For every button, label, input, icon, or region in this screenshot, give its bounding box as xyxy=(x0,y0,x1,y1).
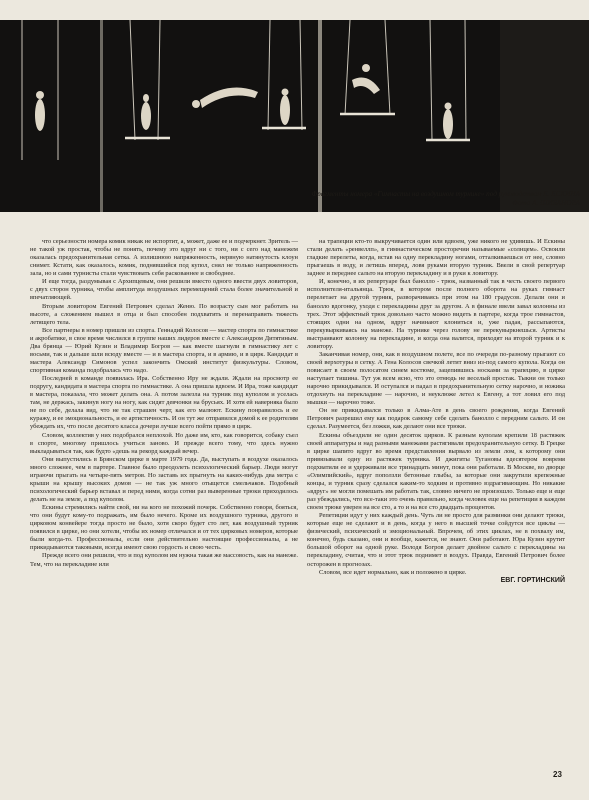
paragraph: И еще тогда, раздумывая с Архипцевым, они решили вместо одного ввести двух ловиторов, с двух сторон турника, чтобы амплитуда воздушных перемещений стала более значительной и впечатляющей. xyxy=(30,278,298,302)
paragraph: Ескины стремились найти свой, ни на кого не похожий почерк. Собственно говоря, бояться, что они будут кому-то подражать, им было нечего. Кроме их воздушного турника, другого в цирковом конвейере тогда просто не было, хотя скоро будет сто лет, как воздушный турник появился в цирке, но они хотели, чтобы их номер отличался и от тех цирковых номеров, которые были когда-то. Профессионалы, если они действительно настоящие профессионалы, а не прикидываются таковыми, всегда имеют свою гордость и свою честь. xyxy=(30,504,298,552)
paragraph: Репетиции идут у них каждый день. Чуть ли не просто для разминки они делают трюки, которые еще не сделают и в день, когда у него в высшей точке сойдутся все циклы — физический, психический и эмоциональный. Впрочем, об этих циклах, не в похвалу им, конечно, будь сказано, они и вообще, кажется, не знают. Они работают. Юра Кузин крутит большой оборот на одной руке. Володя Богров делает двойное сальто с перекладины на перекладину, считая, что и этот трюк поднимет в воздух. Правда, Евгений Петрович более осторожен в прогнозах. xyxy=(307,512,565,568)
page-number: 23 xyxy=(553,770,562,779)
author-signature: ЕВГ. ГОРТИНСКИЙ xyxy=(500,576,565,584)
paragraph: Он не прикидывался только в Алма-Ате в день своего рождения, когда Евгений Петрович разрешил ему как подарок самому себе сделать банолло с передним сальто. И он сделал. Разумеется, без ложки, как делают они все трюки. xyxy=(307,407,565,431)
paragraph: Заканчивая номер, они, как в воздушном полете, все по очереди по-разному прыгают со своей верхотуры в сетку. А Гена Колосов свечкой летит вниз из-под самого купола. Когда он повисает в своем полосатом синем костюме, зацепившись носками за трапецию, в цирке наступает тишина. Тут уж всем ясно, что это отнюдь не веселый простак. Тыкни он только нарочно прикидывался. И оступался и падал в предохранительную сетку нарочно, и ножика отдохнуть на перекладине — нарочно, и неуклюже летел к Евгену, а тот ловил его под мышки — нарочно тоже. xyxy=(307,350,565,407)
paragraph: Вторым ловитором Евгений Петрович сделал Женю. По возрасту сын мог работать на высоте, а сложением вышел в отца и был способен подхватить и перенаправить тяжесть летящего тела. xyxy=(30,302,298,326)
article-column-right xyxy=(307,238,565,585)
photo-caption xyxy=(200,190,580,208)
paragraph: Прежде всего они решили, что и под куполом им нужна такая же массовость, как на манеже. Тем, что на перекладине или xyxy=(30,552,298,568)
paragraph: Все партнеры в номер пришли из спорта. Геннадий Колосов — мастер спорта по гимнастике и акробатике, в свое время числился в группе наших лидеров вместе с Александром Дитятиным. Два брянца — Юрий Кузин и Владимир Богров — как вместе шагнули в гимнастику лет с восьми, так и дальше шли всюду вместе — и в мастера спорта, и в армию, и в цирк. Кандидат в мастера Александр Симонов успел закончить Омский институт физкультуры. Словом, спортивная команда подобралась что надо. xyxy=(30,326,298,374)
paragraph: Ескины объездили не один десяток цирков. К разным куполам крепили 18 растяжек своей аппаратуры и над разными манежами растягивали предохранительную сетку. В Грецке в цирке шапито вдруг во время представления вырвало из земли лом, к которому они привязывали одну из растяжек турника. И джигиты Тугановы вдесятером вовремя подхватили ее и удерживали все тринадцать минут, пока они работали. В Москве, во дворце «Олимпийский», вдруг поползли бетонные глыбы, за которые они закрутили крепежные концы, и турник сразу сделался каким-то ходким и противно вздрагивающим. Но никакие «вдруг» не могли помешать им работать так, словно ничего не произошло. Только еще и еще раз убеждались, что все-таки это очень правильно, когда человек еще на репетиции в каждом своем трюке уверен на все сто, а то и на все сто двадцать процентов. xyxy=(307,431,565,512)
paragraph: что серьезности номера комик никак не испортит, а, может, даже ее и подчеркнет. Зритель — не такой уж простак, чтобы не понять, почему это вдруг ни с того, ни с сего над манежем оказалась предохранительная сетка. А излишнюю напряженность, нервную натянутость клоун снимет. Кстати, как оказалось, комик, поднявшийся под купол, снял не только напряженность зала, но и сами турнисты стали чувствовать себя раскованнее и свободнее. xyxy=(30,238,298,278)
article-column-left xyxy=(30,238,298,569)
photo-credit: Фото А. ШИБАНОВА xyxy=(512,199,580,207)
paragraph: Словом, все идет нормально, как и положено в цирке. xyxy=(319,568,467,576)
trapeze-photographs xyxy=(0,20,589,212)
circus-photo-strip xyxy=(0,20,589,212)
paragraph: Последней в команде появилась Ира. Собственно Иру не ждали. Ждали на просмотр ее подругу, кандидата в мастера спорта по гимнастике. А она пришла вдвоем. И Ира, тоже кандидат в мастера, показала, что может делать она. А потом залезла на турник под куполом и уселась там, не держась, закинув ногу на ногу, как сидят девчонки на брусьях. И хотя ей наверняка было не по себе, делала вид, что не так страшен черт, как его малюют. Ескину понравилось и ее куражу, и ее эмоциональность, и ее артистичность. И он тут же отправился домой к ее родителям убеждать их, что после десятого класса дочери лучше всего пойти прямо в цирк. xyxy=(30,375,298,431)
caption-text: Фрагменты номера «Гимнасты на воздушном турнике» под руководством Е. ЕСКИНА xyxy=(311,190,580,198)
paragraph: Словом, коллектив у них подобрался неплохой. Но даже им, кто, как говорится, собаку съел в спорте, многому пришлось учиться заново. И прежде всего тому, что здесь нужно выкладываться так, как будто «дешь на рекорд каждый вечер. xyxy=(30,431,298,455)
paragraph: Они выпустились в Брянском цирке в марте 1979 года. Да, выступать в воздухе оказалось много сложнее, чем в партере. Главное было преодолеть психологический барьер. Люди могут играючи прыгать на четыре-пять метров. Но заставь их прыгнуть на каких-нибудь два метра с крыши на крышу высоких домов — не так уж много отыщется смельчаков. Подобный психологический барьер вставал и перед ними, когда сотни раз выверенные трюки приходилось делать не на земле, а под куполом. xyxy=(30,455,298,503)
paragraph: на трапеции кто-то выкручивается один или вдвоем, уже никого не удивишь. И Ескины стали делать «ренвеллп», в гимнастическом просторечии называемые «солнцем». Освоили гладкие перелеты, когда, встав на одну перекладину ногами, отталкиваешься от нее, словно прыгаешь в воду, и летишь вперед, ловя руками вторую турник. Ввели в свой репертуар заднее и переднее сальто на вторую перекладину и в руки к ловитору. xyxy=(307,238,565,278)
paragraph: И, конечно, в их репертуаре был банолло - трюк, названный так в честь своего первого исполнителя-итальянца. Трюк, в котором после полного оборота на руках гимнаст перелетает на другой турник, разворачиваясь при этом на 180 градусов. Делали они и банолло вдогонку, уходя с перекладины друг за другом. А в финале ввели завал колонны из трех. Этот эффектный трюк довольно часто можно видеть в партере, когда трое гимнастов, стоящих одни на одном, вдруг начинают клониться и, уже падая, рассыпаются, перекувыркиваясь на манеже. На турнике через голову не перекувыркнешься. Артисты выстраивают колонну на перекладине, и когда она валится, приходят на второй турник и к ловитору. xyxy=(307,278,565,350)
